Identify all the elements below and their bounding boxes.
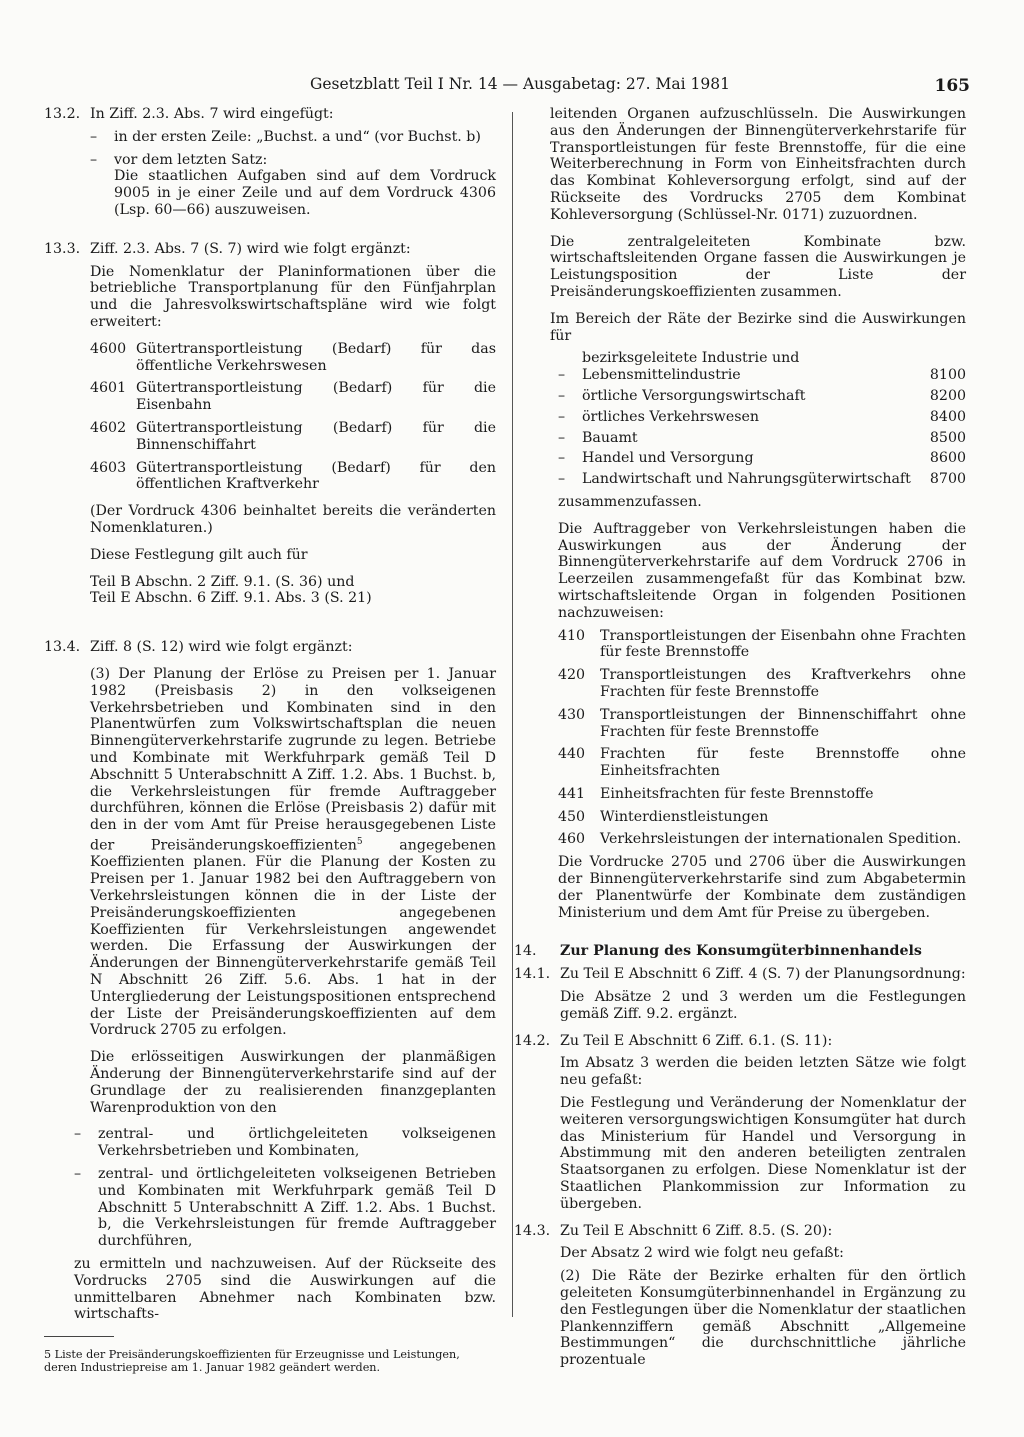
paragraph: (2) Die Räte der Bezirke erhalten für den örtlich geleiteten Konsumgüterbinnenhandel in Ergänzung zu den Festlegungen über die Nomenklatur der staatlichen Plankennziffern gemäß Abschnitt „Allgemeine Bestimmungen“ die durchschnittliche jährliche prozentuale — [560, 1268, 966, 1369]
position-item: 410 Transportleistungen der Eisenbahn ohne Frachten für feste Brennstoffe — [558, 627, 966, 661]
section-14-3 — [514, 1223, 966, 1369]
section-intro: Zu Teil E Abschnitt 6 Ziff. 6.1. (S. 11): — [560, 1032, 833, 1049]
nomenclature-item: 4602 Gütertransportleistung (Bedarf) für die Binnenschiffahrt — [90, 419, 496, 453]
reference: Teil B Abschn. 2 Ziff. 9.1. (S. 36) und — [90, 573, 355, 590]
header-title: Gesetzblatt Teil I Nr. 14 — Ausgabetag: 27. Mai 1981 — [310, 75, 730, 93]
position-item: 440 Frachten für feste Brennstoffe ohne Einheitsfrachten — [558, 746, 966, 780]
section-intro: Ziff. 8 (S. 12) wird wie folgt ergänzt: — [90, 639, 353, 656]
paragraph: Der Absatz 2 wird wie folgt neu gefaßt: — [560, 1245, 844, 1262]
section-number: 14.3. — [514, 1222, 551, 1239]
section-intro: Ziff. 2.3. Abs. 7 (S. 7) wird wie folgt ergänzt: — [90, 240, 411, 257]
paragraph: Im Bereich der Räte der Bezirke sind die Auswirkungen für — [550, 310, 966, 344]
dash-item: – vor dem letzten Satz: — [90, 151, 268, 168]
footnote-marker: 5 — [356, 836, 363, 847]
column-divider — [512, 112, 513, 1317]
section-number: 13.2. — [44, 106, 81, 122]
section-14-1 — [514, 966, 966, 1022]
bezirk-item: – Bauamt 8500 — [558, 429, 966, 446]
footnote: 5 Liste der Preisänderungskoeffizienten für Erzeugnisse und Leistungen, deren Industriepreise am 1. Januar 1982 geändert werden. — [44, 1348, 460, 1374]
position-item: 450 Winterdienstleistungen — [558, 808, 769, 825]
nomenclature-item: 4601 Gütertransportleistung (Bedarf) für die Eisenbahn — [90, 380, 496, 414]
section-heading: Zur Planung des Konsumgüterbinnenhandels — [560, 943, 922, 960]
paragraph: Die Vordrucke 2705 und 2706 über die Auswirkungen der Binnengüterverkehrstarife sind zum Abgabetermin der Planentwürfe der Kombinate dem zuständigen Ministerium und dem Amt für Preise zu übergeben. — [558, 854, 966, 921]
paragraph: Die Festlegung und Veränderung der Nomenklatur der weiteren versorgungswichtigen Konsumgüter hat durch das Ministerium für Handel und Versorgung in Abstimmung mit den anderen beteiligten zentralen Staatsorganen zu erfolgen. Diese Nomenklatur ist der Staatlichen Plankommission zur Information zu übergeben. — [560, 1095, 966, 1212]
position-item: 460 Verkehrsleistungen der internationalen Spedition. — [558, 831, 962, 848]
section-13-4 — [44, 639, 496, 1126]
position-item: 420 Transportleistungen des Kraftverkehrs ohne Frachten für feste Brennstoffe — [558, 667, 966, 700]
paragraph: Diese Festlegung gilt auch für — [90, 546, 308, 563]
paragraph: (3) Der Planung der Erlöse zu Preisen per 1. Januar 1982 (Preisbasis 2) in den volkseigenen Verkehrsbetrieben und Kombinaten sind in den Planentwürfen zum Volkswirtschaftsplan die neuen Binnengüterverkehrstarife zugrunde zu legen. Betriebe und Kombinate mit Werkfuhrpark gemäß Teil D Abschnitt 5 Unterabschnitt A Ziff. 1.2. Abs. 1 Buchst. b, die Verkehrsleistungen für fremde Auftraggeber durchführen, können die Erlöse (Preisbasis 2) dafür mit den in der vom Amt für Preise herausgegebenen Liste der Preisänderungskoeffizienten$^5$ angegebenen Koeffizienten planen. Für die Planung der Kosten zu Preisen per 1. Januar 1982 bei den Auftraggebern von Verkehrsleistungen können die in der Liste der Preisänderungskoeffizienten angegebenen Koeffizienten für Verkehrsleistungen angewendet werden. Die Erfassung der Auswirkungen der Änderungen der Binnengüterverkehrstarife gemäß Teil N Abschnitt 26 Ziff. 5.6. Abs. 1 hat in der Untergliederung der Leistungspositionen entsprechend der Liste der Preisänderungskoeffizienten auf dem Vordruck 2705 zu erfolgen. — [90, 665, 496, 1039]
section-13-2 — [44, 106, 496, 219]
paragraph: zusammenzufassen. — [558, 493, 702, 510]
paragraph: Die Auftraggeber von Verkehrsleistungen haben die Auswirkungen aus der Änderung der Binnengüterverkehrstarife auf dem Vordruck 2706 in Leerzeilen zusammengefaßt für das Kombinat bzw. wirtschaftsleitende Organ in folgenden Positionen nachzuweisen: — [558, 520, 966, 621]
paragraph: leitenden Organen aufzuschlüsseln. Die Auswirkungen aus den Änderungen der Binnengüterverkehrstarife für Transportleistungen für feste Brennstoffe, für die eine Weiterberechnung in Form von Einheitsfrachten durch das Kombinat Kohleversorgung erfolgt, sind auf der Rückseite des Vordrucks 2705 dem Kombinat Kohleversorgung (Schlüssel-Nr. 0171) zuzuordnen. — [550, 106, 966, 223]
section-number: 14.1. — [514, 966, 551, 983]
dash-item: – in der ersten Zeile: „Buchst. a und“ (vor Buchst. b) — [90, 128, 481, 145]
inserted-text: Die staatlichen Aufgaben sind auf dem Vordruck 9005 in je einer Zeile und auf dem Vordruck 4306 (Lsp. 60—66) auszuweisen. — [114, 168, 496, 218]
bezirk-item: – Handel und Versorgung 8600 — [558, 450, 966, 467]
section-intro: In Ziff. 2.3. Abs. 7 wird eingefügt: — [90, 106, 334, 122]
page-header — [310, 74, 970, 98]
dash-item: – zentral- und örtlichgeleiteten volkseigenen Verkehrsbetrieben und Kombinaten, — [74, 1126, 496, 1160]
section-number: 13.3. — [44, 240, 81, 257]
section-number: 14.2. — [514, 1032, 551, 1049]
footnote-rule — [44, 1336, 114, 1337]
left-column — [44, 106, 496, 1323]
section-14-2 — [514, 1033, 966, 1213]
paragraph: Die Nomenklatur der Planinformationen über die betriebliche Transportplanung für den Fünfjahrplan und die Jahresvolkswirtschaftspläne wird wie folgt erweitert: — [90, 263, 496, 330]
position-item: 430 Transportleistungen der Binnenschiffahrt ohne Frachten für feste Brennstoffe — [558, 706, 966, 740]
section-14 — [514, 943, 966, 960]
paragraph: Die Absätze 2 und 3 werden um die Festlegungen gemäß Ziff. 9.2. ergänzt. — [560, 989, 966, 1022]
section-13-3 — [44, 241, 496, 607]
nomenclature-item: 4600 Gütertransportleistung (Bedarf) für das öffentliche Verkehrswesen — [90, 340, 496, 374]
paragraph: Die erlösseitigen Auswirkungen der planmäßigen Änderung der Binnengüterverkehrstarife sind auf der Grundlage der zu realisierenden finanzgeplanten Warenproduktion von den — [90, 1049, 496, 1116]
section-intro: Zu Teil E Abschnitt 6 Ziff. 8.5. (S. 20): — [560, 1222, 833, 1239]
position-item: 441 Einheitsfrachten für feste Brennstoffe — [558, 785, 874, 802]
reference: Teil E Abschn. 6 Ziff. 9.1. Abs. 3 (S. 21) — [90, 590, 372, 607]
nomenclature-item: 4603 Gütertransportleistung (Bedarf) für den öffentlichen Kraftverkehr — [90, 459, 496, 493]
paragraph: zu ermitteln und nachzuweisen. Auf der Rückseite des Vordrucks 2705 sind die Auswirkungen auf die unmittelbaren Abnehmer nach Kombinaten bzw. wirtschafts- — [74, 1255, 496, 1323]
bezirk-item: – örtliche Versorgungswirtschaft 8200 — [558, 387, 966, 404]
bezirk-item: – bezirksgeleitete Industrie und Lebensmittelindustrie 8100 — [558, 350, 966, 384]
paragraph: Im Absatz 3 werden die beiden letzten Sätze wie folgt neu gefaßt: — [560, 1055, 966, 1089]
section-number: 13.4. — [44, 639, 81, 656]
page-number: 165 — [934, 76, 970, 96]
section-number: 14. — [514, 943, 537, 960]
note: (Der Vordruck 4306 beinhaltet bereits die veränderten Nomenklaturen.) — [90, 503, 496, 536]
bezirk-item: – örtliches Verkehrswesen 8400 — [558, 408, 966, 425]
bezirk-item: – Landwirtschaft und Nahrungsgüterwirtschaft 8700 — [558, 471, 966, 488]
right-column — [514, 106, 966, 1369]
paragraph: Die zentralgeleiteten Kombinate bzw. wirtschaftsleitenden Organe fassen die Auswirkungen je Leistungsposition der Liste der Preisänderungskoeffizienten zusammen. — [550, 233, 966, 300]
section-intro: Zu Teil E Abschnitt 6 Ziff. 4 (S. 7) der Planungsordnung: — [560, 966, 966, 983]
dash-item: – zentral- und örtlichgeleiteten volkseigenen Betrieben und Kombinaten mit Werkfuhrpark gemäß Teil D Abschnitt 5 Unterabschnitt A Ziff. 1.2. Abs. 1 Buchst. b, die Verkehrsleistungen für fremde Auftraggeber durchführen, — [74, 1165, 496, 1250]
